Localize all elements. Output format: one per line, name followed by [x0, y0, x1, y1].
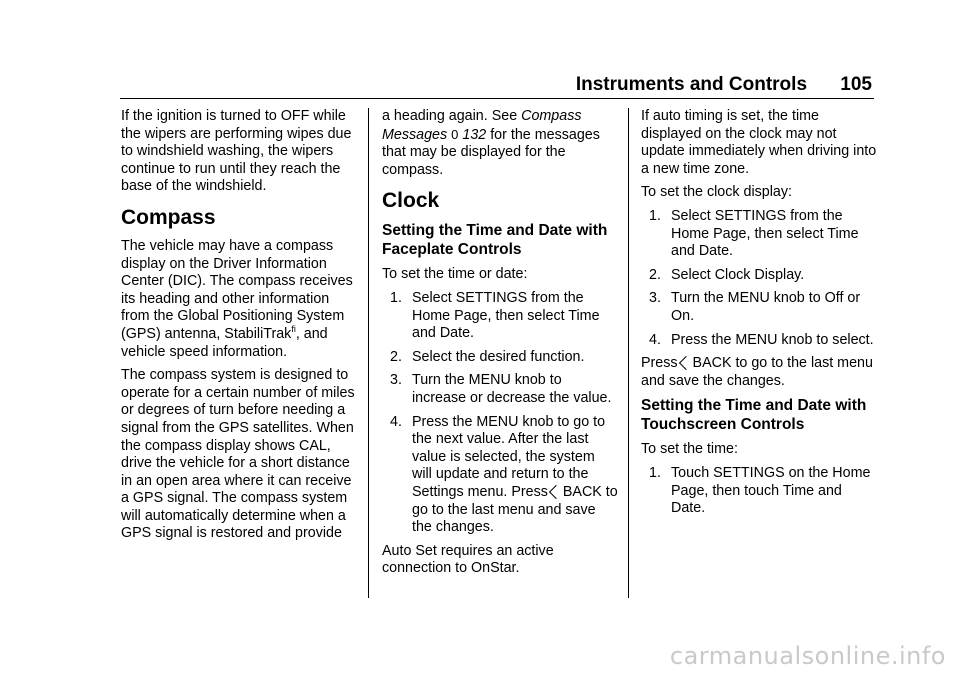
step-number: 3. — [390, 372, 402, 389]
set-time-date-intro: To set the time or date: — [382, 266, 528, 283]
clock-heading: Clock — [382, 189, 440, 213]
step-text-continued: BACK to go to the last menu and save the changes. — [412, 483, 618, 536]
faceplate-controls-subheading: Setting the Time and Date with Faceplate Controls — [382, 222, 608, 259]
step-number: 4. — [649, 331, 661, 348]
step-text: Select SETTINGS from the Home Page, then select Time and Date. — [412, 289, 600, 342]
compass-continued-paragraph — [382, 108, 618, 179]
compass-messages-link[interactable]: Compass Messages — [382, 108, 582, 143]
compass-messages-page-ref[interactable]: 132 — [462, 126, 487, 143]
section-title: Instruments and Controls — [575, 74, 808, 95]
press-text-b: BACK to go to the last menu and save the changes. — [641, 355, 873, 389]
page-header — [0, 74, 872, 96]
list-item — [382, 290, 618, 343]
list-item — [382, 372, 618, 407]
step-text: Select Clock Display. — [671, 266, 805, 283]
list-item — [641, 208, 877, 261]
back-icon — [678, 356, 692, 370]
step-number: 1. — [649, 207, 661, 224]
press-back-paragraph — [641, 355, 877, 390]
column-divider-1 — [368, 108, 369, 598]
header-rule — [120, 98, 874, 99]
step-text: Turn the MENU knob to Off or On. — [671, 290, 861, 324]
step-number: 3. — [649, 290, 661, 307]
list-item — [382, 414, 618, 537]
step-number: 1. — [649, 464, 661, 481]
touchscreen-steps-list — [641, 465, 877, 518]
compass-text-b: , and vehicle speed information. — [121, 325, 328, 360]
clock-display-intro: To set the clock display: — [641, 184, 792, 201]
step-text: Press the MENU knob to go to the next value. After the last value is selected, the system will update and return to the Settings menu. Press — [412, 413, 606, 500]
step-text: Turn the MENU knob to increase or decrease the value. — [412, 372, 612, 406]
list-item — [641, 267, 877, 285]
column-2 — [382, 108, 618, 584]
step-text: Select the desired function. — [412, 348, 585, 365]
watermark: carmanualsonline.info — [669, 642, 946, 670]
step-text: Press the MENU knob to select. — [671, 331, 874, 348]
step-text: Select SETTINGS from the Home Page, then select Time and Date. — [671, 207, 859, 260]
auto-timing-paragraph: If auto timing is set, the time displayed on the clock may not update immediately when driving into a new time zone. — [641, 108, 877, 177]
page-reference-arrow-icon: 0 — [451, 126, 459, 142]
touchscreen-controls-subheading: Setting the Time and Date with Touchscreen Controls — [641, 397, 867, 434]
step-number: 2. — [390, 348, 402, 365]
step-text: Touch SETTINGS on the Home Page, then touch Time and Date. — [671, 464, 871, 517]
step-number: 2. — [649, 266, 661, 283]
page-number: 105 — [840, 74, 872, 95]
step-number: 1. — [390, 289, 402, 306]
back-icon — [549, 485, 563, 499]
compass-text-a: The vehicle may have a compass display on the Driver Information Center (DIC). The compass receives its heading and other information from the Global Positioning System (GPS) antenna, StabiliTrak — [121, 237, 353, 342]
column-divider-2 — [628, 108, 629, 598]
compass-paragraph-1 — [121, 238, 357, 361]
set-time-intro: To set the time: — [641, 441, 738, 458]
column-3 — [641, 108, 877, 524]
faceplate-steps-list — [382, 290, 618, 537]
continued-text-a: a heading again. See — [382, 108, 522, 124]
clock-display-steps-list — [641, 208, 877, 349]
list-item — [641, 465, 877, 518]
continued-text-b: for the messages that may be displayed for the compass. — [382, 126, 600, 178]
compass-paragraph-2: The compass system is designed to operate for a certain number of miles or degrees of turn before needing a signal from the GPS satellites. When the compass display shows CAL, drive the vehicle for a short distance in an open area where it can receive a GPS signal. The compass system will automatically determine when a GPS signal is restored and provide — [121, 367, 355, 542]
compass-heading: Compass — [121, 205, 216, 229]
stabilitrak-superscript: fi — [291, 324, 296, 335]
list-item — [382, 349, 618, 367]
auto-set-paragraph: Auto Set requires an active connection to OnStar. — [382, 542, 554, 577]
step-number: 4. — [390, 413, 402, 430]
list-item — [641, 290, 877, 325]
wiper-paragraph: If the ignition is turned to OFF while the wipers are performing wipes due to windshield washing, the wipers continue to run until they reach the base of the windshield. — [121, 108, 352, 195]
list-item — [641, 332, 877, 350]
press-text-a: Press — [641, 355, 678, 372]
column-1 — [121, 108, 357, 549]
